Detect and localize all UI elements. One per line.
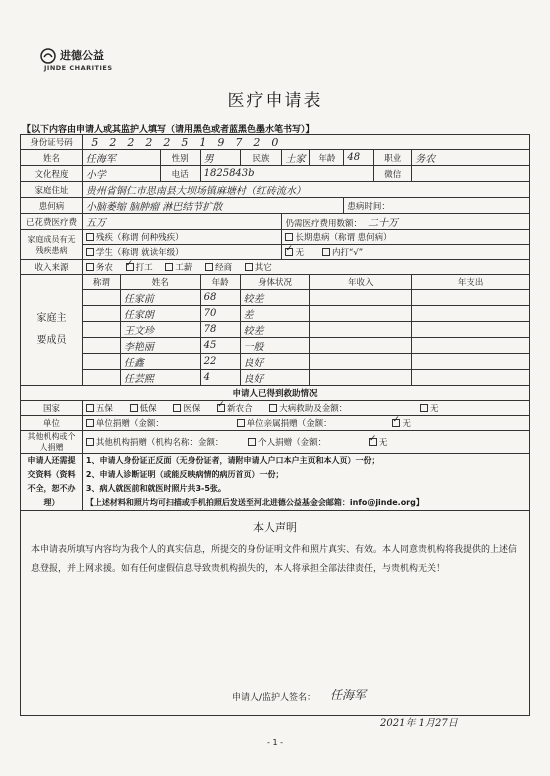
- salary-label: 工薪: [175, 263, 193, 273]
- table-row: [21, 338, 530, 354]
- business-label: 经商: [215, 263, 233, 273]
- state-none-checkbox[interactable]: [420, 404, 428, 412]
- dibao-label: 低保: [139, 404, 157, 414]
- col-relation: 称谓: [82, 275, 120, 290]
- other-none-checkbox[interactable]: [369, 438, 377, 446]
- org-donation-checkbox[interactable]: [86, 438, 94, 446]
- family-expense[interactable]: [412, 322, 530, 338]
- diagnosis-time-label: 患病时间：: [347, 201, 390, 212]
- diagnosis-time-cell[interactable]: [344, 198, 530, 214]
- work-checkbox[interactable]: [126, 263, 134, 271]
- tick-box-sample: [322, 248, 330, 256]
- education-label: 文化程度: [21, 166, 83, 182]
- family-name[interactable]: 任芸熙: [120, 370, 200, 386]
- education-field[interactable]: 小学: [82, 166, 160, 182]
- occupation-label: 职业: [374, 150, 412, 166]
- major-illness-checkbox[interactable]: [269, 404, 277, 412]
- form-instruction: 【以下内容由申请人或其监护人填写（请用黑色或者蓝黑色墨水笔书写）】: [22, 125, 315, 135]
- org-donation-label: 其他机构捐赠（机构名称：金额：: [95, 438, 224, 448]
- family-income[interactable]: [310, 370, 412, 386]
- jinde-logo: [40, 46, 150, 76]
- wechat-label: 微信: [374, 166, 412, 182]
- col-health: 身体状况: [240, 275, 310, 290]
- unit-aid-options: [82, 416, 529, 431]
- unit-label: 单位: [21, 416, 83, 431]
- long-ill-option-label: 长期患病（称谓 患何病）: [295, 233, 392, 243]
- student-option[interactable]: [82, 245, 282, 260]
- family-name[interactable]: 李艳丽: [120, 338, 200, 354]
- col-name: 姓名: [120, 275, 200, 290]
- family-health[interactable]: 较差: [240, 322, 310, 338]
- material-email-note: 【上述材料和照片均可扫描或手机拍照后发送至河北进德公益基金会邮箱：info@jinde.org】: [85, 498, 424, 507]
- id-digit: 0: [271, 135, 279, 149]
- id-digit: 7: [235, 135, 243, 149]
- other-checkbox[interactable]: [245, 263, 253, 271]
- material-item-2: 2、申请人诊断证明（或能反映病情的病历首页）一份；: [85, 470, 284, 479]
- family-income[interactable]: [310, 322, 412, 338]
- unit-rel-donation-checkbox[interactable]: [237, 419, 245, 427]
- family-income[interactable]: [310, 290, 412, 306]
- family-expense[interactable]: [412, 306, 530, 322]
- family-members-label: 家庭主要成员: [21, 275, 83, 386]
- wubao-checkbox[interactable]: [86, 404, 94, 412]
- family-relation[interactable]: [82, 290, 120, 306]
- long-ill-option[interactable]: [282, 230, 530, 245]
- gender-field[interactable]: 男: [200, 150, 240, 166]
- signature-label: 申请人/监护人签名：: [232, 693, 317, 703]
- income-source-label: 收入来源: [21, 260, 83, 275]
- tick-instruction: 内打“√”: [331, 248, 364, 258]
- unit-donation-label: 单位捐赠（金额：: [95, 419, 164, 429]
- date-field[interactable]: 2021年 1月27日: [380, 718, 458, 729]
- ethnicity-label: 民族: [240, 150, 282, 166]
- other-none-label: 无: [378, 438, 388, 448]
- yibao-label: 医保: [183, 404, 201, 414]
- address-label: 家庭住址: [21, 182, 83, 198]
- address-field[interactable]: 贵州省铜仁市思南县大坝场镇麻塘村（红砖流水）: [82, 182, 529, 198]
- family-age[interactable]: 45: [200, 338, 240, 354]
- salary-checkbox[interactable]: [165, 263, 173, 271]
- logo-english-name: JINDE CHARITIES: [44, 64, 113, 72]
- family-health[interactable]: 差: [240, 306, 310, 322]
- state-none-label: 无: [430, 404, 439, 414]
- nhc-label: 新农合: [227, 404, 253, 414]
- age-field[interactable]: 48: [344, 150, 374, 166]
- family-income[interactable]: [310, 338, 412, 354]
- id-digit: 5: [91, 135, 99, 149]
- phone-field[interactable]: 1825843b: [200, 166, 374, 182]
- estimate-field: 二十万: [367, 218, 398, 229]
- family-age[interactable]: 70: [200, 306, 240, 322]
- table-row: [21, 290, 530, 306]
- disabled-option-label: 残疾（称谓 何种残疾）: [95, 233, 184, 243]
- table-row: [21, 354, 530, 370]
- income-source-options: [82, 260, 529, 275]
- id-digit: 2: [109, 135, 117, 149]
- estimate-cell[interactable]: [282, 214, 530, 230]
- farming-label: 务农: [95, 263, 113, 273]
- family-income[interactable]: [310, 306, 412, 322]
- family-age[interactable]: 4: [200, 370, 240, 386]
- declaration-cell: [21, 511, 530, 716]
- table-row: [21, 306, 530, 322]
- wechat-field[interactable]: [412, 166, 530, 182]
- family-age[interactable]: 22: [200, 354, 240, 370]
- name-field[interactable]: 任海军: [82, 150, 160, 166]
- yibao-checkbox[interactable]: [173, 404, 181, 412]
- family-expense[interactable]: [412, 354, 530, 370]
- nhc-checkbox[interactable]: [217, 404, 225, 412]
- personal-donation-checkbox[interactable]: [248, 438, 256, 446]
- family-health[interactable]: 良好: [240, 354, 310, 370]
- unit-none-label: 无: [402, 419, 411, 429]
- wubao-label: 五保: [95, 404, 113, 414]
- family-relation[interactable]: [82, 338, 120, 354]
- business-checkbox[interactable]: [205, 263, 213, 271]
- family-age[interactable]: 78: [200, 322, 240, 338]
- signature-field[interactable]: 任海军: [330, 688, 367, 702]
- disabled-checkbox[interactable]: [86, 233, 94, 241]
- other-label: 其它: [254, 263, 272, 273]
- family-health[interactable]: 良好: [240, 370, 310, 386]
- id-digit: 2: [127, 135, 135, 149]
- id-digit: 2: [253, 135, 261, 149]
- other-org-options: [82, 431, 529, 454]
- form-title: 医疗申请表: [227, 91, 323, 111]
- disabled-label: 家庭成员有无残疾患病: [21, 230, 83, 260]
- occupation-field[interactable]: 务农: [412, 150, 530, 166]
- estimate-label: 仍需医疗费用数额：: [285, 219, 362, 229]
- illness-field[interactable]: 小脑萎缩 脑肿瘤 淋巴结节扩散: [82, 198, 343, 214]
- gender-label: 性别: [160, 150, 200, 166]
- material-item-3: 3、病人就医前和就医时照片共3-5张。: [85, 484, 226, 493]
- family-health[interactable]: 较差: [240, 290, 310, 306]
- page-number: - 1 -: [267, 738, 283, 747]
- family-relation[interactable]: [82, 322, 120, 338]
- work-label: 打工: [135, 263, 153, 273]
- family-name[interactable]: 任鑫: [120, 354, 200, 370]
- family-income[interactable]: [310, 354, 412, 370]
- material-item-1: 1、申请人身份证正反面（无身份证者，请附申请人户口本户主页和本人页）一份；: [85, 456, 380, 465]
- disabled-option[interactable]: [82, 230, 282, 245]
- family-health[interactable]: 一般: [240, 338, 310, 354]
- family-name[interactable]: 王文珍: [120, 322, 200, 338]
- family-relation[interactable]: [82, 370, 120, 386]
- col-expense: 年支出: [412, 275, 530, 290]
- id-digit: 5: [181, 135, 189, 149]
- illness-label: 患何病: [21, 198, 83, 214]
- id-digit: 9: [217, 135, 225, 149]
- none-option[interactable]: [282, 245, 530, 260]
- table-row: [21, 370, 530, 386]
- long-ill-checkbox[interactable]: [285, 233, 293, 241]
- logo-chinese-name: 进德公益: [60, 49, 104, 62]
- declaration-text: 本申请表所填写内容均为我个人的真实信息，所提交的身份证明文件和照片真实、有效。本人同意贵机构将我提供的上述信息登报，并上网求援。如有任何虚假信息导致贵机构损失的，本人将承担全部法律责任，与贵机构无关！: [31, 545, 518, 574]
- spent-field[interactable]: 五万: [82, 214, 282, 230]
- phone-label: 电话: [160, 166, 200, 182]
- id-digit: 2: [145, 135, 153, 149]
- personal-donation-label: 个人捐赠（金额：: [258, 438, 327, 448]
- none-checkbox[interactable]: [285, 248, 293, 256]
- aid-header: 申请人已得到救助情况: [21, 386, 530, 401]
- family-expense[interactable]: [412, 290, 530, 306]
- family-age[interactable]: 68: [200, 290, 240, 306]
- none-option-label: 无: [295, 248, 304, 258]
- dibao-checkbox[interactable]: [130, 404, 138, 412]
- name-label: 姓名: [21, 150, 83, 166]
- form-table: [20, 134, 530, 716]
- spent-label: 已花费医疗费: [21, 214, 83, 230]
- unit-donation-checkbox[interactable]: [86, 419, 94, 427]
- farming-checkbox[interactable]: [86, 263, 94, 271]
- family-relation[interactable]: [82, 306, 120, 322]
- state-aid-options: [82, 401, 529, 416]
- family-expense[interactable]: [412, 338, 530, 354]
- jinde-logo-icon: [40, 48, 56, 64]
- id-digit: 2: [163, 135, 171, 149]
- state-label: 国家: [21, 401, 83, 416]
- major-illness-label: 大病救助及金额：: [279, 404, 348, 414]
- col-age: 年龄: [200, 275, 240, 290]
- ethnicity-field[interactable]: 土家: [282, 150, 310, 166]
- student-option-label: 学生（称谓 就读年级）: [95, 248, 184, 258]
- id-digit: 1: [199, 135, 207, 149]
- declaration-title: 本人声明: [253, 521, 297, 534]
- id-number-field[interactable]: [82, 135, 529, 150]
- family-relation[interactable]: [82, 354, 120, 370]
- table-row: [21, 322, 530, 338]
- materials-list: [82, 454, 529, 511]
- family-name[interactable]: 任家前: [120, 290, 200, 306]
- col-income: 年收入: [310, 275, 412, 290]
- materials-label: 申请人还需提交资料（资料不全，恕不办理）: [21, 454, 83, 511]
- id-number-label: 身份证号码: [21, 135, 83, 150]
- unit-none-checkbox[interactable]: [392, 419, 400, 427]
- unit-rel-donation-label: 单位亲属捐赠（金额：: [246, 419, 332, 429]
- other-org-label: 其他机构或个人捐赠: [21, 431, 83, 454]
- family-expense[interactable]: [412, 370, 530, 386]
- family-name[interactable]: 任家朗: [120, 306, 200, 322]
- age-label: 年龄: [310, 150, 344, 166]
- student-checkbox[interactable]: [86, 248, 94, 256]
